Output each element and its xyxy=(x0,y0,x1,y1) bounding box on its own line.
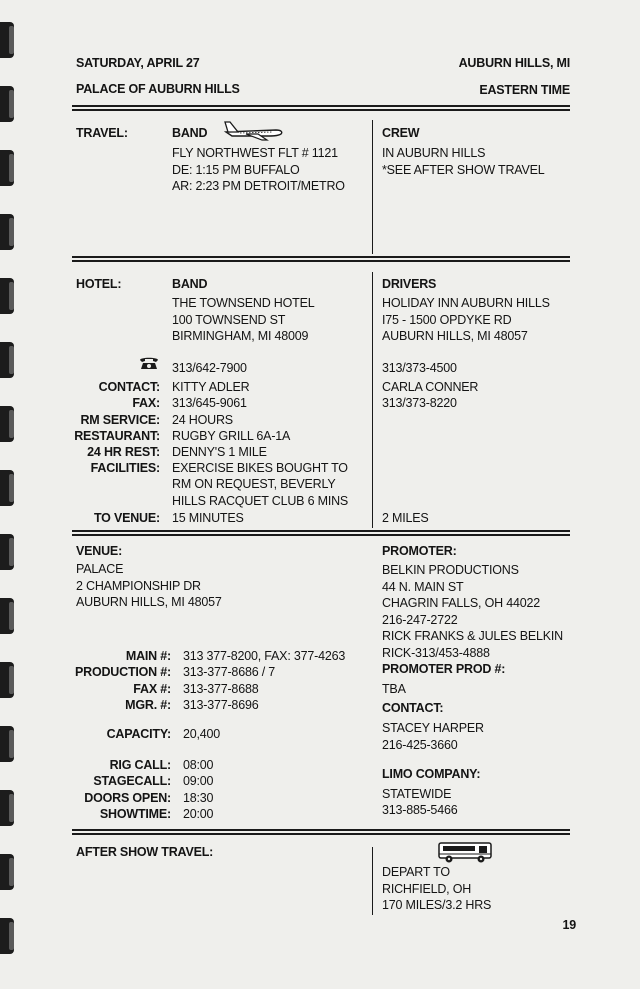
schedule-label: RIG CALL: xyxy=(109,758,171,772)
schedule-value: 09:00 xyxy=(183,774,214,788)
venue-label: VENUE: xyxy=(76,544,123,558)
detail-label: RESTAURANT: xyxy=(74,429,160,443)
phone-label: MGR. #: xyxy=(125,698,171,712)
promoter-line: RICK-313/453-4888 xyxy=(382,645,490,660)
drivers-line: I75 - 1500 OPDYKE RD xyxy=(382,312,512,327)
drivers-address xyxy=(382,295,550,345)
contact-phone: 216-425-3660 xyxy=(382,738,458,752)
drivers-contact: CARLA CONNER xyxy=(382,380,479,394)
hotel-address-line: THE TOWNSEND HOTEL xyxy=(172,296,315,310)
column-divider xyxy=(372,272,373,528)
detail-value: DENNY'S 1 MILE xyxy=(172,445,267,459)
divider xyxy=(72,256,570,262)
promoter-prod-label: PROMOTER PROD #: xyxy=(382,662,506,676)
travel-lines xyxy=(172,145,345,195)
detail-label: RM SERVICE: xyxy=(80,413,160,427)
to-venue-label: TO VENUE: xyxy=(93,511,160,525)
divider xyxy=(72,530,570,536)
binding-coil xyxy=(0,22,14,58)
hotel-band-heading: BAND xyxy=(172,277,208,291)
venue-heading: PALACE OF AUBURN HILLS xyxy=(76,82,240,96)
promoter-label: PROMOTER: xyxy=(382,544,457,558)
binding-coil xyxy=(0,662,14,698)
after-show-lines xyxy=(382,864,491,914)
limo-phone: 313-885-5466 xyxy=(382,803,458,817)
schedule-label: STAGECALL: xyxy=(93,774,171,788)
binding-coil xyxy=(0,726,14,762)
after-show-line: DEPART TO xyxy=(382,865,450,879)
divider xyxy=(72,829,570,835)
capacity-value: 20,400 xyxy=(183,727,221,741)
schedule-label: DOORS OPEN: xyxy=(84,791,171,805)
divider xyxy=(72,105,570,111)
phone-label: PRODUCTION #: xyxy=(74,665,171,679)
phone-label: MAIN #: xyxy=(125,649,171,663)
detail-label: 24 HR REST: xyxy=(87,445,160,459)
binding-coil xyxy=(0,406,14,442)
venue-address-line: 2 CHAMPIONSHIP DR xyxy=(76,578,201,593)
binding-coil xyxy=(0,918,14,954)
crew-heading: CREW xyxy=(382,126,420,140)
binding-coil xyxy=(0,598,14,634)
hotel-phone: 313/642-7900 xyxy=(172,361,247,375)
binding-coil xyxy=(0,534,14,570)
limo-label: LIMO COMPANY: xyxy=(382,767,481,781)
to-venue-value: 15 MINUTES xyxy=(172,511,244,525)
binding-coil xyxy=(0,86,14,122)
phone-value: 313-377-8696 xyxy=(183,698,259,712)
hotel-address-line: BIRMINGHAM, MI 48009 xyxy=(172,329,309,343)
hotel-address xyxy=(172,295,314,345)
limo-name: STATEWIDE xyxy=(382,787,452,801)
schedule-label: SHOWTIME: xyxy=(99,807,171,821)
timezone-heading: EASTERN TIME xyxy=(479,83,570,97)
travel-line: DE: 1:15 PM BUFFALO xyxy=(172,162,300,177)
capacity-label: CAPACITY: xyxy=(106,727,171,741)
after-show-line: RICHFIELD, OH xyxy=(382,881,472,896)
binding-coil xyxy=(0,342,14,378)
schedule-value: 18:30 xyxy=(183,791,214,805)
travel-band-heading: BAND xyxy=(172,126,208,140)
drivers-line: HOLIDAY INN AUBURN HILLS xyxy=(382,296,550,310)
venue-address-line: AUBURN HILLS, MI 48057 xyxy=(76,595,222,609)
hotel-label: HOTEL: xyxy=(76,277,122,291)
venue-address xyxy=(76,561,222,611)
detail-value: 24 HOURS xyxy=(172,413,233,427)
binding-coil xyxy=(0,278,14,314)
after-show-line: 170 MILES/3.2 HRS xyxy=(382,898,492,912)
promoter-line: BELKIN PRODUCTIONS xyxy=(382,563,519,577)
page-number: 19 xyxy=(562,918,576,932)
hotel-address-line: 100 TOWNSEND ST xyxy=(172,312,286,327)
detail-label: FAX: xyxy=(132,396,160,410)
contact-name: STACEY HARPER xyxy=(382,721,484,735)
date-heading: SATURDAY, APRIL 27 xyxy=(76,56,200,70)
binding-coil xyxy=(0,470,14,506)
phone-label: FAX #: xyxy=(133,682,171,696)
promoter-lines xyxy=(382,562,563,661)
binding-coil xyxy=(0,790,14,826)
travel-label: TRAVEL: xyxy=(76,126,128,140)
facilities-line: RM ON REQUEST, BEVERLY xyxy=(172,477,336,491)
drivers-contact-phone: 313/373-8220 xyxy=(382,396,457,410)
travel-line: AR: 2:23 PM DETROIT/METRO xyxy=(172,179,345,193)
tour-bus-icon xyxy=(437,840,495,864)
phone-value: 313-377-8688 xyxy=(183,682,259,696)
binding-coil xyxy=(0,214,14,250)
contact-label: CONTACT: xyxy=(382,701,444,715)
detail-label: CONTACT: xyxy=(98,380,160,394)
schedule-value: 08:00 xyxy=(183,758,214,772)
binding-coil xyxy=(0,854,14,890)
phone-value: 313-377-8686 / 7 xyxy=(183,665,276,679)
after-show-label: AFTER SHOW TRAVEL: xyxy=(76,845,214,859)
drivers-heading: DRIVERS xyxy=(382,277,437,291)
detail-value: RUGBY GRILL 6A-1A xyxy=(172,429,291,443)
detail-value: 313/645-9061 xyxy=(172,396,247,410)
crew-lines xyxy=(382,145,545,178)
column-divider xyxy=(372,120,373,254)
binding-coil xyxy=(0,150,14,186)
venue-address-line: PALACE xyxy=(76,562,124,576)
detail-value: KITTY ADLER xyxy=(172,380,250,394)
facilities-line: HILLS RACQUET CLUB 6 MINS xyxy=(172,494,349,508)
crew-line: IN AUBURN HILLS xyxy=(382,146,486,160)
telephone-icon xyxy=(139,356,159,370)
city-heading: AUBURN HILLS, MI xyxy=(458,56,570,70)
promoter-line: 44 N. MAIN ST xyxy=(382,579,464,594)
drivers-phone: 313/373-4500 xyxy=(382,361,457,375)
airplane-icon xyxy=(222,118,284,142)
phone-value: 313 377-8200, FAX: 377-4263 xyxy=(183,649,346,663)
spiral-binding xyxy=(0,0,18,989)
promoter-line: 216-247-2722 xyxy=(382,612,458,627)
promoter-line: CHAGRIN FALLS, OH 44022 xyxy=(382,596,540,610)
column-divider xyxy=(372,847,373,915)
detail-label: FACILITIES: xyxy=(90,461,160,475)
promoter-line: RICK FRANKS & JULES BELKIN xyxy=(382,629,563,643)
drivers-distance: 2 MILES xyxy=(382,511,429,525)
promoter-prod-value: TBA xyxy=(382,682,406,696)
crew-line: *SEE AFTER SHOW TRAVEL xyxy=(382,162,545,177)
travel-line: FLY NORTHWEST FLT # 1121 xyxy=(172,146,338,160)
schedule-value: 20:00 xyxy=(183,807,214,821)
drivers-line: AUBURN HILLS, MI 48057 xyxy=(382,329,528,343)
detail-value: EXERCISE BIKES BOUGHT TO xyxy=(172,461,348,475)
